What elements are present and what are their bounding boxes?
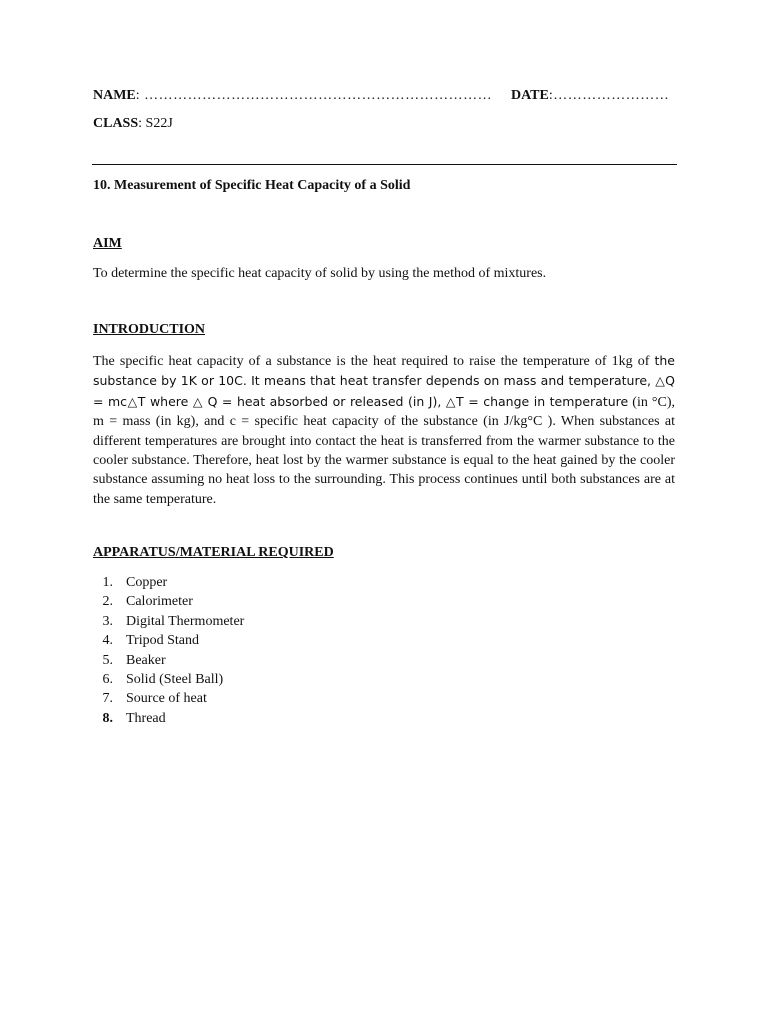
list-item-number: 2.	[102, 594, 113, 610]
list-item-label: Digital Thermometer	[126, 613, 245, 629]
introduction-text-part-3: (in °C), m = mass (in kg), and c = specific heat capacity of the substance (in J/kg°C ). When substances at different temperatures are brought into contact the heat is transferred from the warmer substance to the cooler substance. Therefore, heat lost by the warmer substance is equal to the heat gained by the cooler substance assuming no heat loss to the surrounding. This process continues until both substances are at the same temperature.	[93, 394, 675, 507]
list-item-label: Source of heat	[126, 691, 207, 707]
name-blank: : ………………………………………………………………	[135, 88, 493, 103]
list-item	[93, 670, 244, 689]
introduction-text-part-1: The specific heat capacity of a substance is the heat required to raise the temperature of 1kg of	[93, 354, 655, 369]
date-label: DATE	[511, 88, 549, 103]
header-divider	[92, 164, 677, 165]
list-item-number: 6.	[102, 671, 113, 687]
list-item-number: 8.	[102, 710, 113, 726]
class-field	[93, 116, 173, 132]
list-item-number: 3.	[102, 613, 113, 629]
list-item-number: 5.	[102, 652, 113, 668]
list-item	[93, 651, 244, 670]
class-value: : S22J	[138, 116, 173, 131]
name-field	[93, 88, 492, 104]
list-item	[93, 631, 244, 650]
list-item-label: Solid (Steel Ball)	[126, 671, 224, 687]
experiment-title: 10. Measurement of Specific Heat Capacity of a Solid	[93, 178, 411, 193]
list-item	[93, 612, 244, 631]
list-item-number: 4.	[102, 633, 113, 649]
list-item-label: Thread	[126, 710, 166, 726]
date-blank: :……………………	[548, 88, 670, 103]
apparatus-heading: APPARATUS/MATERIAL REQUIRED	[93, 545, 334, 560]
list-item	[93, 573, 244, 592]
list-item-label: Calorimeter	[126, 594, 193, 610]
list-item-label: Copper	[126, 575, 168, 590]
introduction-text	[93, 351, 675, 509]
list-item-number: 1.	[102, 575, 113, 590]
list-item-label: Beaker	[126, 652, 166, 668]
list-item-label: Tripod Stand	[126, 633, 200, 649]
introduction-heading: INTRODUCTION	[93, 322, 206, 337]
aim-heading: AIM	[93, 236, 122, 251]
apparatus-list	[93, 573, 244, 728]
name-label: NAME	[93, 88, 136, 103]
introduction-text-part-2: the substance by 1K or 10C. It means that heat transfer depends on mass and temperature, △Q = mc△T where △ Q = heat absorbed or released (in J), △T = change in temperature	[93, 353, 675, 409]
class-label: CLASS	[93, 116, 139, 131]
list-item-number: 7.	[102, 691, 113, 707]
list-item	[93, 709, 244, 728]
date-field	[511, 88, 669, 104]
list-item	[93, 592, 244, 611]
list-item	[93, 689, 244, 708]
aim-text: To determine the specific heat capacity of solid by using the method of mixtures.	[93, 266, 547, 281]
